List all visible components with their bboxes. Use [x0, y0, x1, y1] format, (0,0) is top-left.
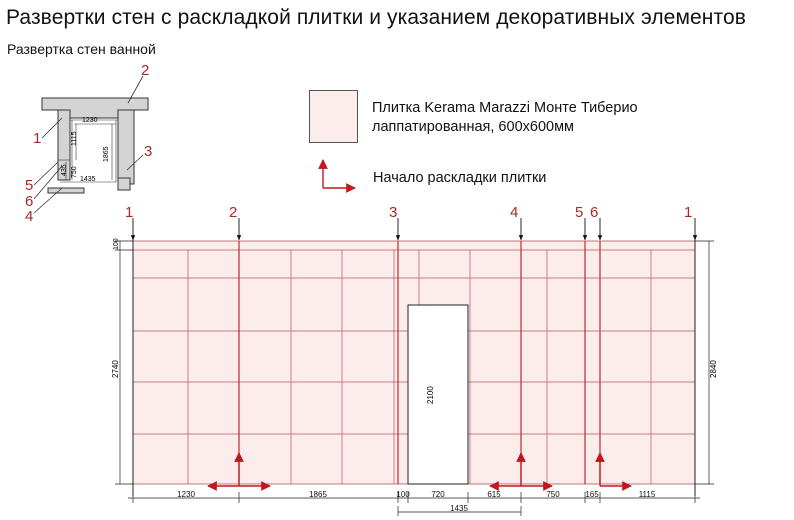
door-opening [408, 305, 468, 484]
bottom-dim-750: 750 [546, 490, 560, 499]
plan-bottom-stub [48, 188, 84, 193]
plan-dim-1865: 1865 [103, 146, 110, 162]
start-legend-text: Начало раскладки плитки [373, 170, 547, 186]
plan-marker-2: 2 [141, 62, 150, 79]
elevation [111, 204, 718, 516]
bottom-dim-165: 165 [585, 490, 599, 499]
bottom-subdim-1435: 1435 [450, 504, 468, 513]
page-title: Развертки стен с раскладкой плитки и указанием декоративных элементов [6, 6, 746, 29]
tile-legend-line1: Плитка Kerama Marazzi Монте Тиберио [372, 100, 638, 116]
bottom-dim-1865: 1865 [309, 490, 327, 499]
bottom-dim-1230: 1230 [177, 490, 195, 499]
corner-label-2: 2 [229, 204, 238, 221]
plan-marker-6: 6 [25, 193, 34, 210]
door-height-dim: 2100 [426, 386, 435, 404]
left-dim-100: 100 [113, 238, 120, 250]
start-legend-arrow-icon [323, 160, 355, 188]
plan-marker-1: 1 [33, 130, 42, 147]
corner-label-5: 5 [575, 204, 584, 221]
plan-marker-3: 3 [144, 143, 153, 160]
plan-dim-435: 435 [61, 164, 68, 176]
corner-label-1-left: 1 [125, 204, 134, 221]
bathroom-plan [25, 62, 152, 225]
left-dim-2740: 2740 [111, 360, 120, 378]
bottom-dim-615: 615 [487, 490, 501, 499]
bottom-dim-720: 720 [431, 490, 445, 499]
plan-dim-1230: 1230 [82, 117, 98, 124]
plan-dim-750: 750 [71, 166, 78, 178]
plan-dim-1435: 1435 [80, 176, 96, 183]
corner-label-1-right: 1 [684, 204, 693, 221]
tile-legend-line2: лаппатированная, 600х600мм [372, 119, 575, 135]
right-dim-2840: 2840 [709, 360, 718, 378]
plan-marker-4: 4 [25, 208, 34, 225]
corner-label-3: 3 [389, 204, 398, 221]
plan-right-wall-end [118, 178, 130, 190]
page-subtitle: Развертка стен ванной [7, 41, 156, 57]
corner-label-4: 4 [510, 204, 519, 221]
bottom-dim-1115: 1115 [638, 490, 656, 499]
plan-right-wall [118, 110, 134, 184]
corner-label-6: 6 [590, 204, 599, 221]
bottom-dim-100: 100 [396, 490, 410, 499]
bottom-dim-chain [128, 492, 700, 516]
plan-dim-1115: 1115 [71, 131, 78, 146]
plan-marker-5: 5 [25, 177, 34, 194]
